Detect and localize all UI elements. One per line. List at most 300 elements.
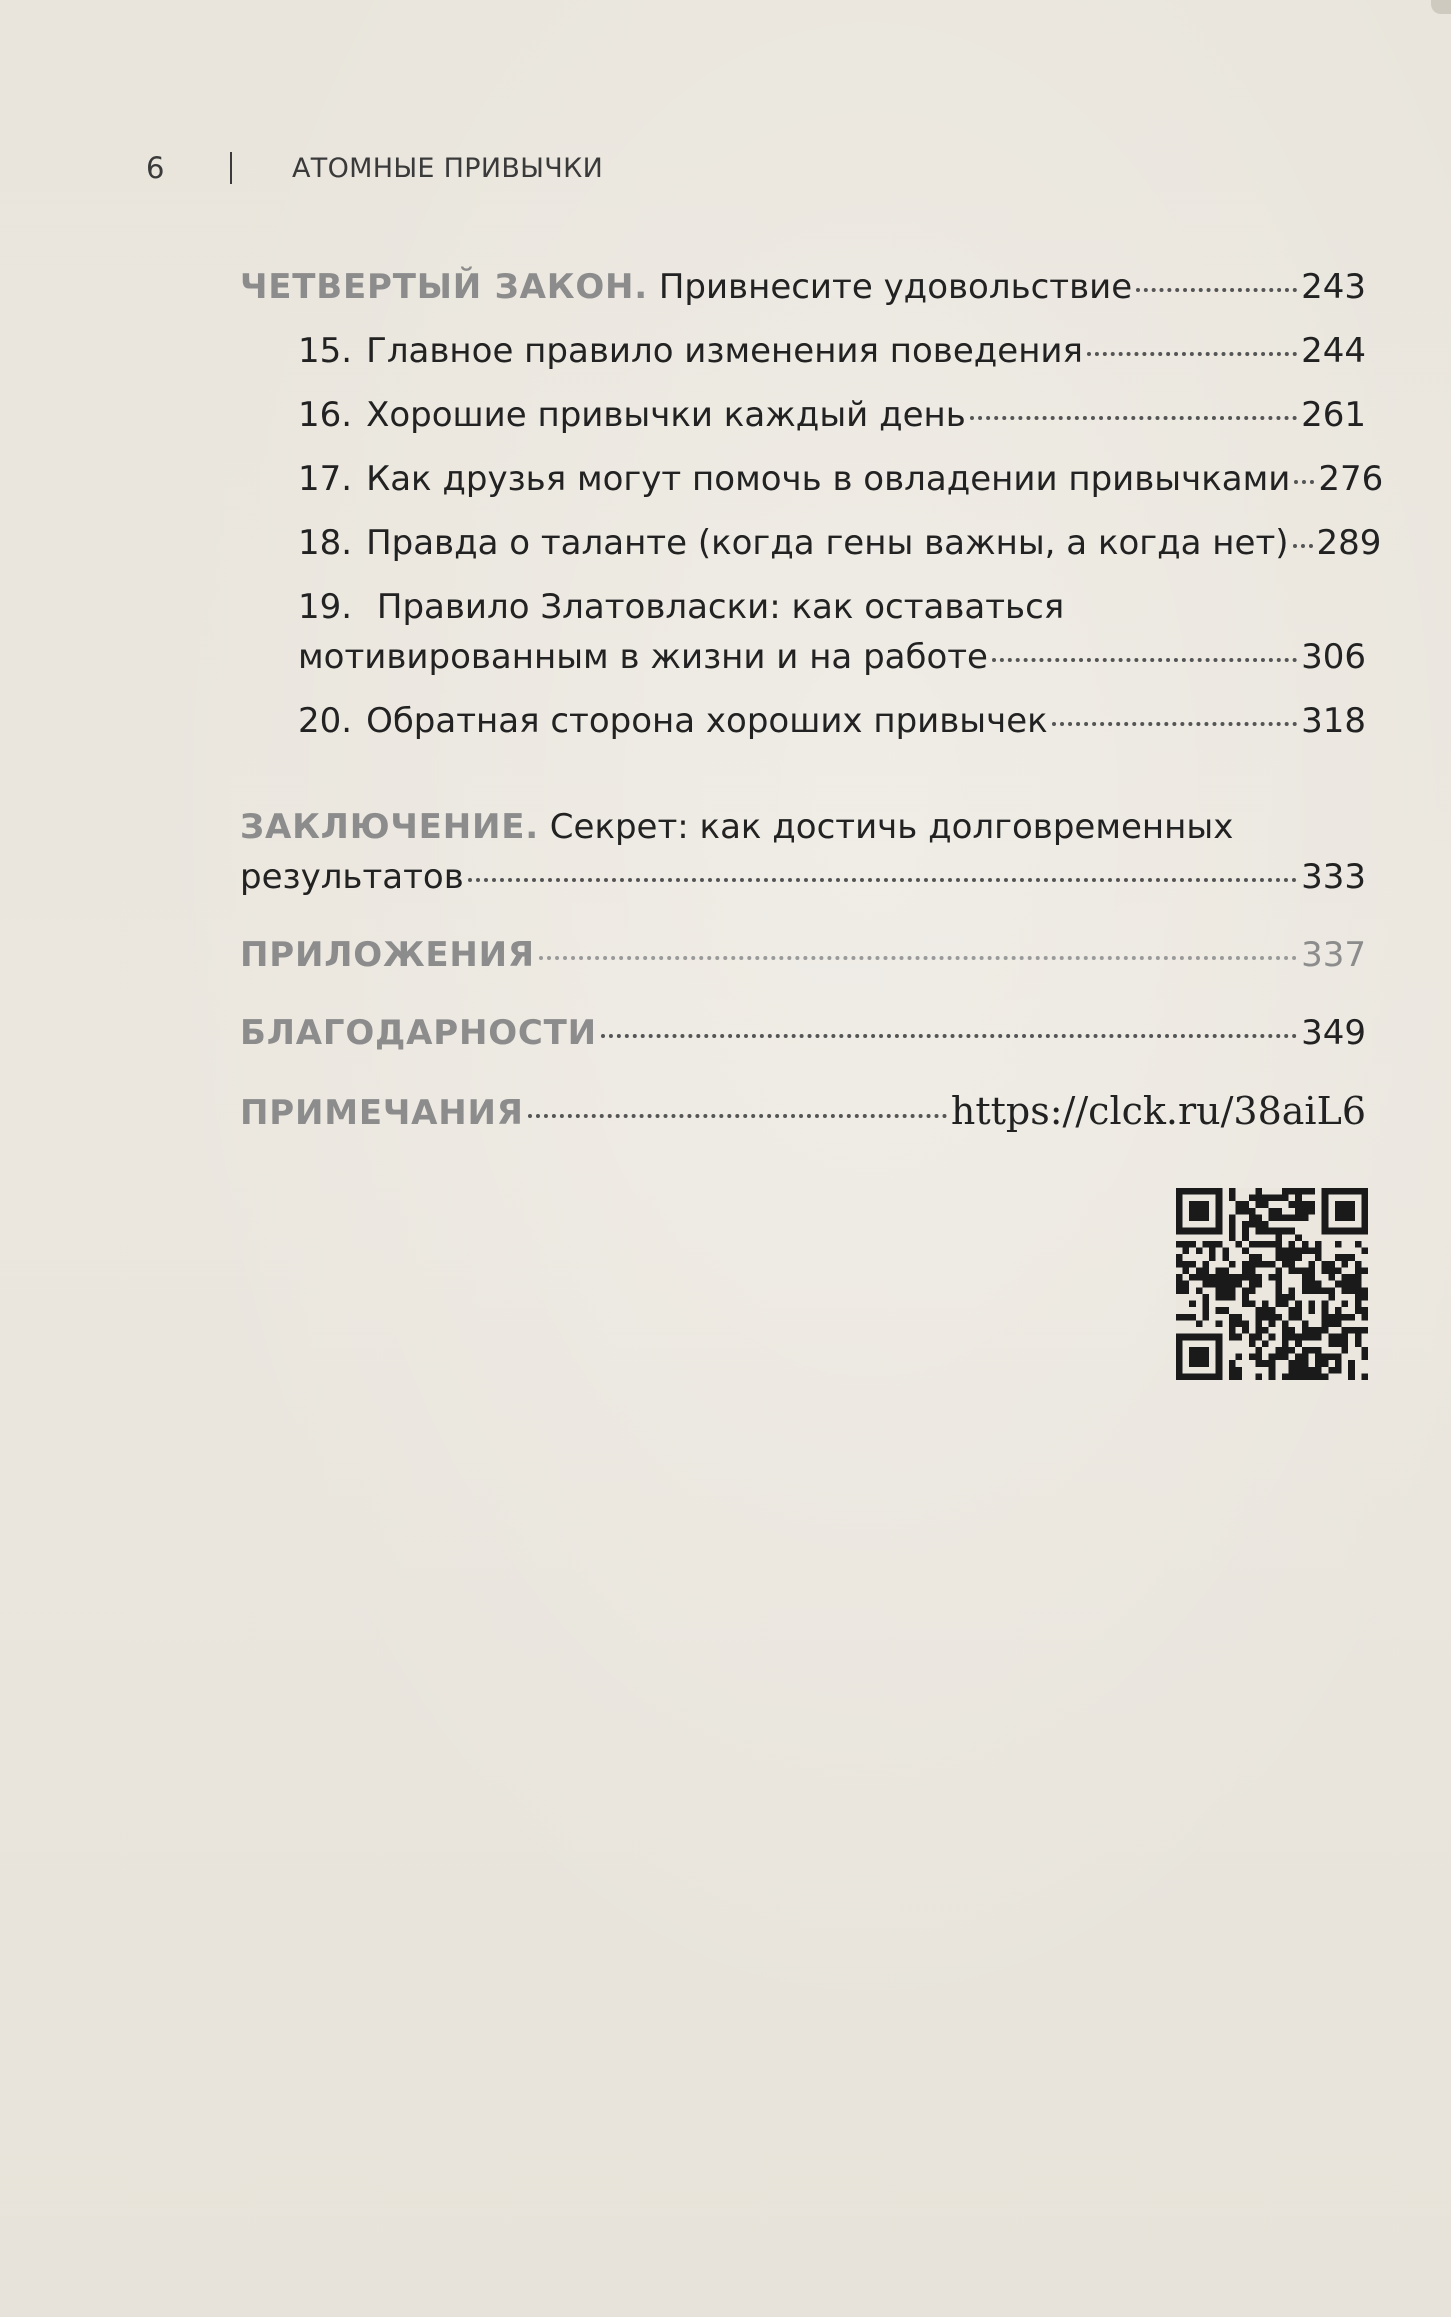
qr-module: [1308, 1347, 1315, 1354]
qr-module: [1183, 1241, 1190, 1248]
qr-module: [1202, 1228, 1209, 1235]
qr-module: [1361, 1267, 1368, 1274]
qr-module: [1275, 1228, 1282, 1235]
qr-module: [1196, 1274, 1203, 1281]
qr-module: [1289, 1248, 1296, 1255]
qr-module: [1342, 1314, 1349, 1321]
conclusion-title-line1: Секрет: как достичь долговременных: [549, 807, 1234, 847]
qr-module: [1275, 1208, 1282, 1215]
qr-module: [1302, 1360, 1309, 1367]
qr-module: [1242, 1274, 1249, 1281]
qr-module: [1229, 1274, 1236, 1281]
qr-module: [1216, 1241, 1223, 1248]
toc-chapter-17[interactable]: [298, 454, 1384, 504]
qr-module: [1335, 1241, 1342, 1248]
qr-module: [1229, 1234, 1236, 1241]
qr-module: [1308, 1373, 1315, 1380]
qr-module: [1342, 1327, 1349, 1334]
qr-module: [1249, 1221, 1256, 1228]
qr-module: [1202, 1360, 1209, 1367]
qr-module: [1262, 1340, 1269, 1347]
qr-module: [1196, 1228, 1203, 1235]
qr-module: [1361, 1248, 1368, 1255]
qr-module: [1335, 1214, 1342, 1221]
qr-module: [1262, 1201, 1269, 1208]
qr-module: [1308, 1201, 1315, 1208]
qr-module: [1216, 1373, 1223, 1380]
qr-module: [1289, 1241, 1296, 1248]
qr-module: [1189, 1228, 1196, 1235]
qr-code-icon[interactable]: [1176, 1188, 1368, 1380]
qr-module: [1295, 1254, 1302, 1261]
qr-module: [1355, 1340, 1362, 1347]
qr-module: [1361, 1195, 1368, 1202]
qr-module: [1282, 1294, 1289, 1301]
qr-module: [1269, 1360, 1276, 1367]
qr-module: [1302, 1334, 1309, 1341]
chapter-title-line1: Правило Златовласки: как оставаться: [376, 587, 1065, 627]
qr-module: [1236, 1281, 1243, 1288]
qr-module: [1216, 1354, 1223, 1361]
toc-chapter-16[interactable]: [298, 390, 1366, 440]
toc-appendix-entry[interactable]: [240, 930, 1366, 980]
qr-module: [1342, 1254, 1349, 1261]
qr-module: [1229, 1373, 1236, 1380]
dot-leader: [1136, 288, 1297, 292]
toc-notes-entry[interactable]: [240, 1086, 1366, 1138]
qr-module: [1222, 1294, 1229, 1301]
qr-module: [1255, 1360, 1262, 1367]
qr-module: [1361, 1208, 1368, 1215]
qr-module: [1315, 1241, 1322, 1248]
qr-module: [1335, 1254, 1342, 1261]
dot-leader: [528, 1114, 947, 1118]
qr-module: [1229, 1367, 1236, 1374]
qr-module: [1275, 1254, 1282, 1261]
qr-module: [1255, 1221, 1262, 1228]
dot-leader: [970, 416, 1297, 420]
qr-module: [1202, 1347, 1209, 1354]
qr-module: [1289, 1307, 1296, 1314]
qr-module: [1348, 1214, 1355, 1221]
qr-module: [1229, 1287, 1236, 1294]
qr-module: [1328, 1314, 1335, 1321]
qr-module: [1308, 1261, 1315, 1268]
qr-module: [1229, 1188, 1236, 1195]
chapter-title-line2: мотивированным в жизни и на работе: [298, 637, 988, 677]
qr-module: [1335, 1367, 1342, 1374]
qr-module: [1262, 1327, 1269, 1334]
qr-module: [1249, 1334, 1256, 1341]
qr-module: [1335, 1281, 1342, 1288]
qr-module: [1216, 1228, 1223, 1235]
qr-module: [1189, 1261, 1196, 1268]
qr-module: [1275, 1274, 1282, 1281]
qr-module: [1275, 1267, 1282, 1274]
qr-module: [1255, 1188, 1262, 1195]
qr-module: [1282, 1254, 1289, 1261]
qr-module: [1222, 1274, 1229, 1281]
toc-chapter-19[interactable]: [298, 582, 1366, 682]
qr-module: [1176, 1201, 1183, 1208]
qr-module: [1216, 1201, 1223, 1208]
qr-module: [1229, 1327, 1236, 1334]
qr-module: [1361, 1307, 1368, 1314]
qr-module: [1308, 1188, 1315, 1195]
table-of-contents: [240, 262, 1384, 1138]
qr-module: [1216, 1221, 1223, 1228]
thanks-page: 349: [1301, 1013, 1366, 1053]
qr-module: [1196, 1334, 1203, 1341]
qr-module: [1355, 1274, 1362, 1281]
chapter-page: 306: [1301, 637, 1366, 677]
qr-module: [1202, 1281, 1209, 1288]
qr-module: [1236, 1334, 1243, 1341]
qr-module: [1282, 1327, 1289, 1334]
qr-module: [1308, 1327, 1315, 1334]
qr-module: [1216, 1214, 1223, 1221]
toc-part-entry[interactable]: [240, 262, 1366, 312]
appendix-label: ПРИЛОЖЕНИЯ: [240, 935, 535, 975]
qr-module: [1302, 1373, 1309, 1380]
qr-module: [1295, 1234, 1302, 1241]
qr-module: [1335, 1314, 1342, 1321]
notes-url-link[interactable]: https://clck.ru/38aiL6: [950, 1089, 1366, 1133]
qr-module: [1328, 1320, 1335, 1327]
qr-module: [1322, 1314, 1329, 1321]
qr-module: [1302, 1188, 1309, 1195]
qr-module: [1189, 1188, 1196, 1195]
qr-module: [1289, 1201, 1296, 1208]
qr-module: [1355, 1301, 1362, 1308]
qr-module: [1183, 1287, 1190, 1294]
qr-module: [1176, 1214, 1183, 1221]
qr-module: [1322, 1228, 1329, 1235]
qr-module: [1183, 1314, 1190, 1321]
qr-module: [1196, 1188, 1203, 1195]
qr-module: [1216, 1334, 1223, 1341]
qr-module: [1236, 1373, 1243, 1380]
qr-module: [1202, 1188, 1209, 1195]
qr-module: [1355, 1327, 1362, 1334]
qr-module: [1255, 1274, 1262, 1281]
toc-chapter-15[interactable]: [298, 326, 1366, 376]
qr-module: [1249, 1214, 1256, 1221]
qr-module: [1282, 1373, 1289, 1380]
qr-module: [1222, 1248, 1229, 1255]
qr-module: [1176, 1314, 1183, 1321]
dot-leader: [1052, 722, 1297, 726]
appendix-page: 337: [1301, 935, 1366, 975]
qr-module: [1255, 1307, 1262, 1314]
qr-module: [1236, 1314, 1243, 1321]
qr-module: [1342, 1301, 1349, 1308]
qr-module: [1176, 1340, 1183, 1347]
qr-module: [1348, 1287, 1355, 1294]
toc-thanks-entry[interactable]: [240, 1008, 1366, 1058]
qr-module: [1308, 1307, 1315, 1314]
chapter-title: Обратная сторона хороших привычек: [366, 701, 1048, 741]
qr-module: [1176, 1334, 1183, 1341]
qr-module: [1242, 1208, 1249, 1215]
qr-module: [1361, 1327, 1368, 1334]
qr-module: [1229, 1334, 1236, 1341]
qr-module: [1342, 1188, 1349, 1195]
qr-module: [1302, 1248, 1309, 1255]
qr-module: [1249, 1241, 1256, 1248]
qr-module: [1196, 1287, 1203, 1294]
qr-module: [1322, 1354, 1329, 1361]
conclusion-title-line2: результатов: [240, 857, 464, 897]
qr-module: [1183, 1373, 1190, 1380]
qr-module: [1176, 1208, 1183, 1215]
qr-module: [1295, 1314, 1302, 1321]
qr-module: [1196, 1354, 1203, 1361]
qr-module: [1342, 1281, 1349, 1288]
qr-module: [1361, 1354, 1368, 1361]
qr-module: [1282, 1188, 1289, 1195]
qr-module: [1176, 1274, 1183, 1281]
qr-module: [1295, 1188, 1302, 1195]
qr-module: [1255, 1281, 1262, 1288]
qr-module: [1242, 1301, 1249, 1308]
qr-module: [1269, 1228, 1276, 1235]
chapter-number: 15.: [298, 331, 353, 371]
qr-module: [1295, 1195, 1302, 1202]
qr-module: [1355, 1307, 1362, 1314]
qr-module: [1322, 1373, 1329, 1380]
qr-module: [1189, 1208, 1196, 1215]
qr-module: [1255, 1195, 1262, 1202]
qr-module: [1183, 1334, 1190, 1341]
qr-module: [1202, 1354, 1209, 1361]
qr-module: [1328, 1334, 1335, 1341]
qr-module: [1361, 1294, 1368, 1301]
qr-module: [1255, 1327, 1262, 1334]
qr-module: [1202, 1201, 1209, 1208]
qr-module: [1328, 1287, 1335, 1294]
qr-module: [1335, 1228, 1342, 1235]
qr-module: [1308, 1208, 1315, 1215]
qr-module: [1322, 1287, 1329, 1294]
qr-module: [1361, 1188, 1368, 1195]
qr-module: [1216, 1274, 1223, 1281]
qr-module: [1255, 1373, 1262, 1380]
qr-module: [1348, 1254, 1355, 1261]
qr-module: [1348, 1327, 1355, 1334]
qr-module: [1328, 1274, 1335, 1281]
qr-module: [1189, 1334, 1196, 1341]
qr-module: [1308, 1281, 1315, 1288]
qr-module: [1275, 1314, 1282, 1321]
qr-module: [1315, 1281, 1322, 1288]
qr-module: [1216, 1188, 1223, 1195]
qr-module: [1361, 1314, 1368, 1321]
qr-module: [1289, 1287, 1296, 1294]
qr-module: [1262, 1261, 1269, 1268]
qr-module: [1176, 1261, 1183, 1268]
qr-module: [1328, 1340, 1335, 1347]
qr-module: [1315, 1254, 1322, 1261]
qr-module: [1189, 1301, 1196, 1308]
qr-module: [1289, 1267, 1296, 1274]
qr-module: [1348, 1314, 1355, 1321]
qr-module: [1322, 1307, 1329, 1314]
qr-module: [1275, 1248, 1282, 1255]
qr-module: [1216, 1340, 1223, 1347]
qr-module: [1216, 1347, 1223, 1354]
qr-module: [1189, 1373, 1196, 1380]
qr-module: [1189, 1360, 1196, 1367]
qr-module: [1209, 1228, 1216, 1235]
qr-module: [1262, 1314, 1269, 1321]
toc-chapter-18[interactable]: [298, 518, 1382, 568]
qr-module: [1262, 1307, 1269, 1314]
qr-module: [1262, 1195, 1269, 1202]
conclusion-label: ЗАКЛЮЧЕНИЕ.: [240, 807, 539, 847]
qr-module: [1196, 1214, 1203, 1221]
dot-leader: [1293, 544, 1313, 548]
qr-module: [1361, 1214, 1368, 1221]
qr-module: [1295, 1301, 1302, 1308]
thanks-label: БЛАГОДАРНОСТИ: [240, 1013, 597, 1053]
qr-module: [1242, 1228, 1249, 1235]
qr-module: [1282, 1320, 1289, 1327]
qr-module: [1289, 1367, 1296, 1374]
qr-module: [1176, 1373, 1183, 1380]
qr-module: [1236, 1367, 1243, 1374]
qr-module: [1289, 1373, 1296, 1380]
qr-module: [1355, 1267, 1362, 1274]
qr-module: [1216, 1294, 1223, 1301]
qr-module: [1275, 1287, 1282, 1294]
chapter-number: 16.: [298, 395, 353, 435]
conclusion-page: 333: [1301, 857, 1366, 897]
qr-module: [1282, 1334, 1289, 1341]
qr-module: [1275, 1347, 1282, 1354]
qr-module: [1355, 1188, 1362, 1195]
toc-chapter-20[interactable]: [298, 696, 1366, 746]
qr-module: [1282, 1347, 1289, 1354]
qr-module: [1289, 1254, 1296, 1261]
qr-module: [1189, 1274, 1196, 1281]
qr-module: [1189, 1314, 1196, 1321]
qr-module: [1342, 1287, 1349, 1294]
qr-module: [1209, 1334, 1216, 1341]
qr-module: [1342, 1228, 1349, 1235]
qr-module: [1322, 1267, 1329, 1274]
qr-module: [1216, 1195, 1223, 1202]
qr-module: [1302, 1354, 1309, 1361]
qr-module: [1295, 1340, 1302, 1347]
qr-module: [1262, 1228, 1269, 1235]
qr-module: [1282, 1354, 1289, 1361]
qr-module: [1176, 1347, 1183, 1354]
qr-module: [1249, 1340, 1256, 1347]
chapter-number: 18.: [298, 523, 353, 563]
qr-module: [1202, 1274, 1209, 1281]
qr-module: [1322, 1320, 1329, 1327]
qr-module: [1355, 1294, 1362, 1301]
qr-module: [1236, 1201, 1243, 1208]
qr-module: [1255, 1214, 1262, 1221]
qr-module: [1335, 1307, 1342, 1314]
qr-module: [1348, 1281, 1355, 1288]
qr-module: [1189, 1354, 1196, 1361]
qr-module: [1295, 1267, 1302, 1274]
qr-module: [1242, 1327, 1249, 1334]
qr-module: [1242, 1261, 1249, 1268]
qr-module: [1269, 1367, 1276, 1374]
qr-module: [1269, 1208, 1276, 1215]
qr-module: [1216, 1281, 1223, 1288]
qr-module: [1302, 1241, 1309, 1248]
qr-module: [1269, 1274, 1276, 1281]
qr-module: [1322, 1188, 1329, 1195]
qr-module: [1202, 1334, 1209, 1341]
qr-module: [1308, 1367, 1315, 1374]
qr-module: [1322, 1208, 1329, 1215]
qr-module: [1295, 1334, 1302, 1341]
qr-module: [1282, 1340, 1289, 1347]
qr-module: [1249, 1195, 1256, 1202]
chapter-page: 318: [1301, 701, 1366, 741]
chapter-page: 261: [1301, 395, 1366, 435]
qr-module: [1295, 1248, 1302, 1255]
page-number: 6: [146, 151, 165, 185]
qr-module: [1302, 1320, 1309, 1327]
qr-module: [1322, 1301, 1329, 1308]
qr-module: [1342, 1208, 1349, 1215]
qr-module: [1189, 1201, 1196, 1208]
qr-module: [1229, 1320, 1236, 1327]
qr-module: [1289, 1228, 1296, 1235]
qr-module: [1236, 1320, 1243, 1327]
qr-module: [1295, 1373, 1302, 1380]
book-title: АТОМНЫЕ ПРИВЫЧКИ: [292, 152, 604, 184]
qr-module: [1236, 1354, 1243, 1361]
qr-module: [1216, 1208, 1223, 1215]
qr-module: [1176, 1354, 1183, 1361]
qr-module: [1342, 1274, 1349, 1281]
qr-module: [1229, 1214, 1236, 1221]
qr-module: [1176, 1228, 1183, 1235]
qr-module: [1255, 1334, 1262, 1341]
qr-module: [1196, 1208, 1203, 1215]
qr-module: [1255, 1241, 1262, 1248]
toc-conclusion-entry[interactable]: [240, 802, 1366, 902]
qr-module: [1202, 1267, 1209, 1274]
qr-module: [1189, 1347, 1196, 1354]
qr-module: [1216, 1320, 1223, 1327]
qr-module: [1328, 1354, 1335, 1361]
qr-module: [1242, 1287, 1249, 1294]
dot-leader: [601, 1034, 1297, 1038]
qr-module: [1335, 1208, 1342, 1215]
qr-module: [1348, 1201, 1355, 1208]
qr-module: [1275, 1214, 1282, 1221]
qr-module: [1183, 1228, 1190, 1235]
qr-module: [1196, 1347, 1203, 1354]
qr-module: [1322, 1360, 1329, 1367]
qr-module: [1222, 1307, 1229, 1314]
qr-module: [1255, 1254, 1262, 1261]
qr-module: [1255, 1261, 1262, 1268]
qr-module: [1302, 1287, 1309, 1294]
qr-module: [1295, 1208, 1302, 1215]
qr-module: [1322, 1327, 1329, 1334]
qr-module: [1361, 1287, 1368, 1294]
